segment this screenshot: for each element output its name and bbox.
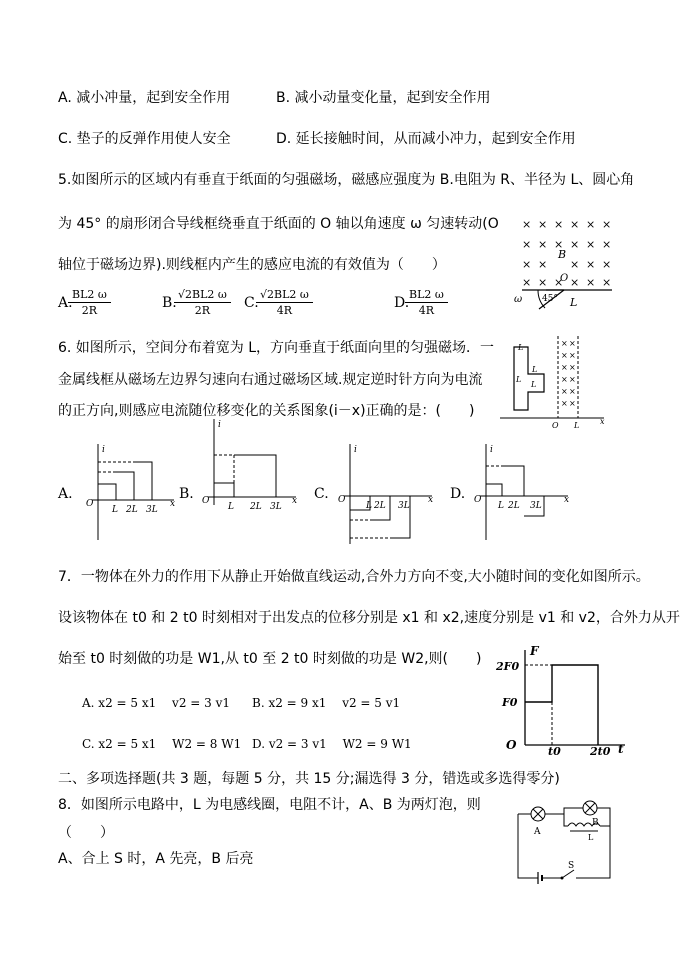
q6-stem-line2: 金属线框从磁场左边界匀速向右通过磁场区域.规定逆时针方向为电流 — [58, 372, 483, 388]
tick-t0: t0 — [548, 745, 561, 758]
q6-option-b-graph — [200, 415, 300, 520]
q7-stem-line3: 始至 t0 时刻做的功是 W1,从 t0 至 2 t0 时刻做的功是 W2,则( ) — [58, 651, 482, 667]
q5-option-d-label: D. — [394, 295, 410, 311]
q6-origin-label: O — [552, 421, 559, 430]
lamp-b-cross — [585, 803, 595, 813]
q5-option-b-denominator: 2R — [194, 304, 211, 317]
field-cross: × — [554, 276, 564, 289]
tick-l: L — [498, 501, 504, 511]
q5-option-a-denominator: 2R — [81, 304, 98, 317]
current-segment — [98, 484, 116, 500]
tick-2l: 2L — [126, 505, 138, 515]
graph-x-label: x — [564, 495, 570, 505]
field-cross: × — [538, 218, 548, 231]
q6-option-c-label: C. — [314, 486, 329, 502]
field-cross: × — [569, 399, 576, 408]
q4-option-b: B. 减小动量变化量，起到安全作用 — [276, 90, 491, 106]
field-cross: × — [602, 238, 612, 251]
q6-stem-line1: 6. 如图所示，空间分布着宽为 L，方向垂直于纸面向里的匀强磁场．一 — [58, 340, 495, 356]
field-cross: × — [570, 238, 580, 251]
q5-option-d-denominator: 4R — [418, 304, 435, 317]
graph-i-label: i — [218, 420, 221, 430]
switch-s — [562, 870, 574, 878]
q5-stem-line2: 为 45° 的扇形闭合导线框绕垂直于纸面的 O 轴以角速度 ω 匀速转动(O — [58, 216, 499, 232]
force-curve — [525, 665, 598, 745]
field-cross: × — [561, 399, 568, 408]
field-cross: × — [522, 276, 532, 289]
graph-i-label: i — [102, 445, 105, 455]
q8-stem-line1: 8．如图所示电路中，L 为电感线圈，电阻不计，A、B 为两灯泡，则 — [58, 797, 481, 813]
q6-frame-figure — [500, 332, 610, 432]
lamp-a-label: A — [534, 827, 541, 837]
q6-width-label: L — [574, 421, 580, 430]
tick-2l: 2L — [374, 501, 386, 511]
field-cross: × — [561, 375, 568, 384]
lamp-a-cross — [533, 809, 543, 819]
q6-stem-line3: 的正方向,则感应电流随位移变化的关系图象(i－x)正确的是：( ) — [58, 403, 475, 419]
field-cross: × — [554, 238, 564, 251]
field-cross: × — [586, 238, 596, 251]
radius-label-l: L — [570, 296, 578, 309]
q7-option-c: C. x2 = 5 x1 W2 = 8 W1 — [82, 737, 242, 751]
field-cross: × — [561, 339, 568, 348]
field-cross: × — [522, 258, 532, 271]
field-cross: × — [538, 258, 548, 271]
tick-l: L — [366, 501, 372, 511]
graph-x-label: x — [428, 495, 434, 505]
q5-stem-line3: 轴位于磁场边界).则线框内产生的感应电流的有效值为（ ） — [58, 257, 446, 273]
q5-option-c-numerator: √2BL2 ω — [256, 288, 313, 303]
field-cross: × — [569, 363, 576, 372]
graph-origin-label: O — [202, 496, 210, 506]
tick-l: L — [228, 502, 234, 512]
q5-stem-line1: 5.如图所示的区域内有垂直于纸面的匀强磁场，磁感应强度为 B.电阻为 R、半径为 L、圆心角 — [58, 172, 635, 188]
frame-label-l: L — [518, 343, 524, 352]
q8-stem-line2: （ ） — [58, 825, 114, 841]
q5-option-d-numerator: BL2 ω — [405, 288, 448, 303]
q7-force-time-graph — [490, 645, 640, 757]
q6-option-b-label: B. — [179, 486, 194, 502]
q7-option-d: D. v2 = 3 v1 W2 = 9 W1 — [252, 737, 412, 751]
field-cross: × — [570, 218, 580, 231]
field-cross: × — [569, 339, 576, 348]
origin-label: O — [506, 738, 517, 752]
omega-label: ω — [514, 294, 523, 305]
current-segment — [486, 484, 502, 496]
q5-option-d-fraction — [405, 288, 448, 317]
tick-2l: 2L — [250, 502, 262, 512]
q6-option-a-graph — [84, 440, 184, 545]
q6-option-a-label: A. — [58, 486, 73, 502]
q7-option-a: A. x2 = 5 x1 v2 = 3 v1 — [82, 696, 231, 710]
field-cross: × — [602, 218, 612, 231]
tick-l: L — [112, 505, 118, 515]
q8-circuit-diagram — [512, 800, 622, 886]
field-cross: × — [569, 375, 576, 384]
inductor-label: L — [588, 833, 594, 842]
graph-origin-label: O — [338, 495, 346, 505]
tick-2f0: 2F0 — [496, 660, 520, 673]
current-segment — [234, 455, 276, 497]
q7-stem-line1: 7．一物体在外力的作用下从静止开始做直线运动,合外力方向不变,大小随时间的变化如图所示。 — [58, 569, 650, 585]
current-segment — [214, 483, 234, 497]
field-cross: × — [602, 276, 612, 289]
field-cross: × — [586, 276, 596, 289]
q7-stem-line2: 设该物体在 t0 和 2 t0 时刻相对于出发点的位移分别是 x1 和 x2,速度分别是 v1 和 v2，合外力从开 — [58, 610, 680, 626]
axis-label-o: O — [560, 273, 569, 284]
field-cross: × — [522, 238, 532, 251]
q4-option-a: A. 减小冲量，起到安全作用 — [58, 90, 231, 106]
graph-i-label: i — [490, 445, 493, 455]
lamp-b-label: B — [592, 818, 599, 828]
q5-option-c-label: C. — [244, 295, 259, 311]
current-segment — [502, 466, 524, 496]
q5-option-a-label: A. — [58, 295, 73, 311]
q6-x-label: x — [600, 417, 605, 426]
frame-label-l: L — [532, 365, 538, 374]
frame-label-l: L — [531, 380, 537, 389]
q5-option-b-fraction — [174, 288, 231, 317]
q4-option-d: D. 延长接触时间，从而减小冲力，起到安全作用 — [276, 131, 576, 147]
q5-option-a-fraction — [68, 288, 111, 317]
field-cross: × — [522, 218, 532, 231]
switch-label: S — [568, 861, 575, 871]
q7-option-b: B. x2 = 9 x1 v2 = 5 v1 — [252, 696, 401, 710]
q8-option-a: A、合上 S 时，A 先亮，B 后亮 — [58, 851, 254, 867]
inductor-wires — [564, 814, 610, 826]
q6-option-d-label: D. — [450, 486, 466, 502]
f-axis-label: F — [530, 644, 539, 658]
q6-option-d-graph — [472, 440, 572, 545]
tick-3l: 3L — [270, 502, 282, 512]
q6-field-crosses — [561, 339, 576, 408]
tick-3l: 3L — [398, 501, 410, 511]
tick-3l: 3L — [146, 505, 158, 515]
tick-2t0: 2t0 — [590, 745, 611, 758]
graph-i-label: i — [354, 445, 357, 455]
field-cross: × — [554, 218, 564, 231]
q5-option-c-denominator: 4R — [276, 304, 293, 317]
tick-2l: 2L — [508, 501, 520, 511]
q6-option-c-graph — [336, 440, 436, 545]
graph-x-label: x — [292, 496, 298, 506]
current-segment — [116, 472, 134, 500]
graph-origin-label: O — [86, 499, 94, 509]
field-cross: × — [538, 276, 548, 289]
field-cross: × — [570, 276, 580, 289]
switch-pivot — [561, 877, 564, 880]
field-cross: × — [570, 258, 580, 271]
frame-label-l: L — [516, 375, 522, 384]
tick-f0: F0 — [502, 696, 518, 709]
q5-option-a-numerator: BL2 ω — [68, 288, 111, 303]
tick-3l: 3L — [530, 501, 542, 511]
current-segment — [134, 462, 152, 500]
field-cross: × — [561, 351, 568, 360]
field-cross: × — [586, 258, 596, 271]
graph-origin-label: O — [474, 495, 482, 505]
field-cross: × — [602, 258, 612, 271]
graph-x-label: x — [170, 499, 176, 509]
field-cross: × — [561, 387, 568, 396]
q5-field-figure — [508, 210, 618, 310]
q5-option-b-label: B. — [162, 295, 177, 311]
q5-option-b-numerator: √2BL2 ω — [174, 288, 231, 303]
t-axis-label: t — [618, 742, 624, 756]
field-cross: × — [586, 218, 596, 231]
field-cross: × — [561, 363, 568, 372]
field-cross: × — [569, 387, 576, 396]
field-cross: × — [538, 238, 548, 251]
q4-option-c: C. 垫子的反弹作用使人安全 — [58, 131, 231, 147]
field-label-b: B — [558, 248, 567, 261]
field-cross: × — [569, 351, 576, 360]
angle-label: 45° — [542, 294, 558, 304]
section-2-heading: 二、多项选择题(共 3 题，每题 5 分，共 15 分;漏选得 3 分，错选或多选得零分) — [58, 771, 560, 787]
q5-option-c-fraction — [256, 288, 313, 317]
